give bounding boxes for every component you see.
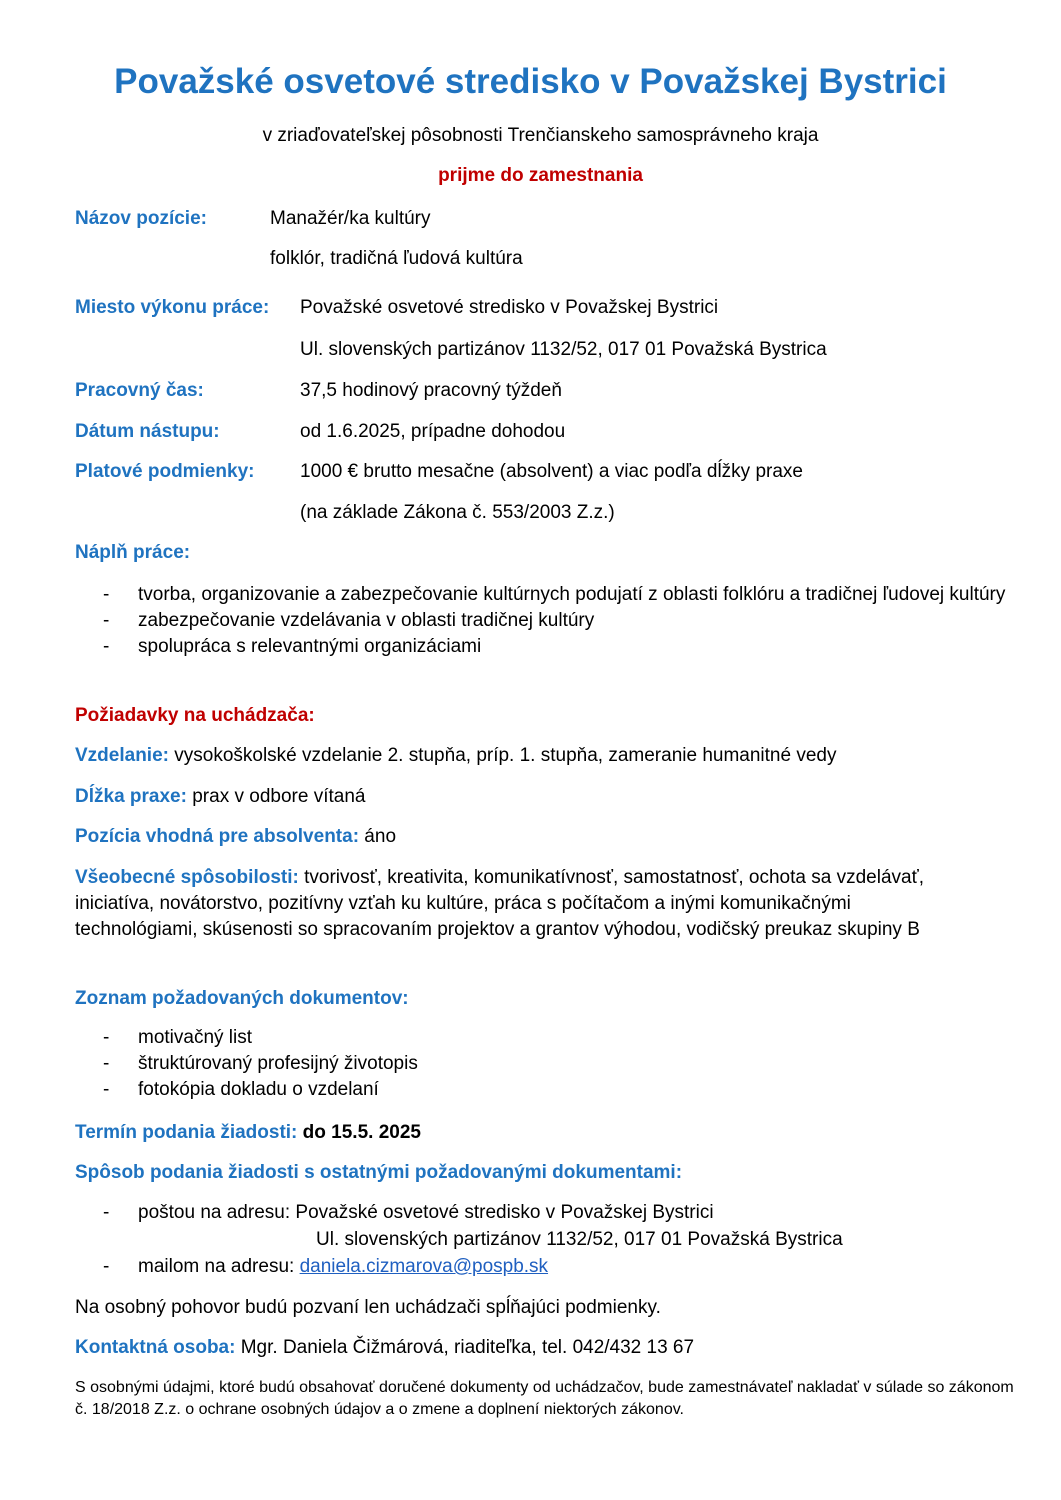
submission-dash-2: - [103,1256,110,1277]
post-line: poštou na adresu: Považské osvetové stredisko v Považskej Bystrici [138,1202,714,1223]
submission-heading: Spôsob podania žiadosti s ostatnými požadovanými dokumentami: [75,1162,683,1183]
contact-row [75,1337,694,1359]
deadline-label: Termín podania žiadosti: [75,1122,298,1143]
position-subtitle: folklór, tradičná ľudová kultúra [270,248,523,269]
salary-law: (na základe Zákona č. 553/2003 Z.z.) [300,502,615,523]
experience-value: prax v odbore vítaná [186,786,366,807]
position-label: Názov pozície: [75,208,207,229]
contact-label: Kontaktná osoba: [75,1337,236,1358]
graduate-row [75,826,396,848]
duties-label: Náplň práce: [75,542,191,563]
list-item: - spolupráca s relevantnými organizáciami [103,636,482,657]
graduate-value: áno [359,826,397,847]
hours-value: 37,5 hodinový pracovný týždeň [300,380,562,401]
graduate-label: Pozícia vhodná pre absolventa: [75,826,360,847]
start-value: od 1.6.2025, prípadne dohodou [300,421,566,442]
list-item: - tvorba, organizovanie a zabezpečovanie kultúrnych podujatí z oblasti folklóru a tradičnej ľudovej kultúry [103,584,1006,605]
gdpr-note: S osobnými údajmi, ktoré budú obsahovať doručené dokumenty od uchádzačov, bude zamestnávateľ nakladať v súlade so zákonom č. 18/2018 Z.z. o ochrane osobných údajov a o zmene a doplnení niektorých zákonov. [75,1379,1014,1418]
start-label: Dátum nástupu: [75,421,220,442]
submission-dash-1: - [103,1202,110,1223]
contact-value: Mgr. Daniela Čižmárová, riaditeľka, tel. 042/432 13 67 [235,1337,695,1358]
requirements-heading: Požiadavky na uchádzača: [75,705,315,726]
education-row [75,745,836,767]
deadline-row [75,1122,421,1144]
deadline-value: do 15.5. 2025 [297,1122,421,1143]
subtitle: v zriaďovateľskej pôsobnosti Trenčianskeho samosprávneho kraja [262,125,819,146]
interview-note: Na osobný pohovor budú pozvaní len uchádzači spĺňajúci podmienky. [75,1297,661,1318]
place-address: Ul. slovenských partizánov 1132/52, 017 01 Považská Bystrica [300,339,827,360]
list-item: - štruktúrovaný profesijný životopis [103,1053,418,1074]
salary-value: 1000 € brutto mesačne (absolvent) a viac podľa dĺžky praxe [300,461,803,482]
mail-line: mailom na adresu: daniela.cizmarova@pospb.sk [138,1256,549,1277]
documents-heading: Zoznam požadovaných dokumentov: [75,988,409,1009]
place-name: Považské osvetové stredisko v Považskej Bystrici [300,297,719,318]
education-label: Vzdelanie: [75,745,169,766]
duties-list [103,582,1013,660]
post-address-name: Považské osvetové stredisko v Považskej Bystrici [295,1202,714,1223]
list-item: - motivačný list [103,1027,253,1048]
education-value: vysokoškolské vzdelanie 2. stupňa, príp. 1. stupňa, zameranie humanitné vedy [168,745,837,766]
place-label: Miesto výkonu práce: [75,297,270,318]
hires-heading: prijme do zamestnania [438,165,643,186]
hours-label: Pracovný čas: [75,380,204,401]
experience-label: Dĺžka praxe: [75,786,187,807]
experience-row [75,786,365,808]
list-item: - zabezpečovanie vzdelávania v oblasti tradičnej kultúry [103,610,595,631]
skills-paragraph [75,865,955,943]
list-item: - fotokópia dokladu o vzdelaní [103,1079,379,1100]
documents-list [103,1025,1013,1103]
page-title: Považské osvetové stredisko v Považskej Bystrici [114,62,947,101]
skills-label: Všeobecné spôsobilosti: [75,867,299,888]
position-title: Manažér/ka kultúry [270,208,431,229]
salary-label: Platové podmienky: [75,461,255,482]
skills-value: tvorivosť, kreativita, komunikatívnosť, samostatnosť, ochota sa vzdelávať, iniciatíva, novátorstvo, pozitívny vzťah ku kultúre, práca s počítačom a inými komunikačnými technológiami, skúsenosti so spracovaním projektov a grantov výhodou, vodičský preukaz skupiny B [75,867,924,940]
post-address-street: Ul. slovenských partizánov 1132/52, 017 01 Považská Bystrica [316,1229,843,1250]
email-link[interactable]: daniela.cizmarova@pospb.sk [299,1256,549,1277]
